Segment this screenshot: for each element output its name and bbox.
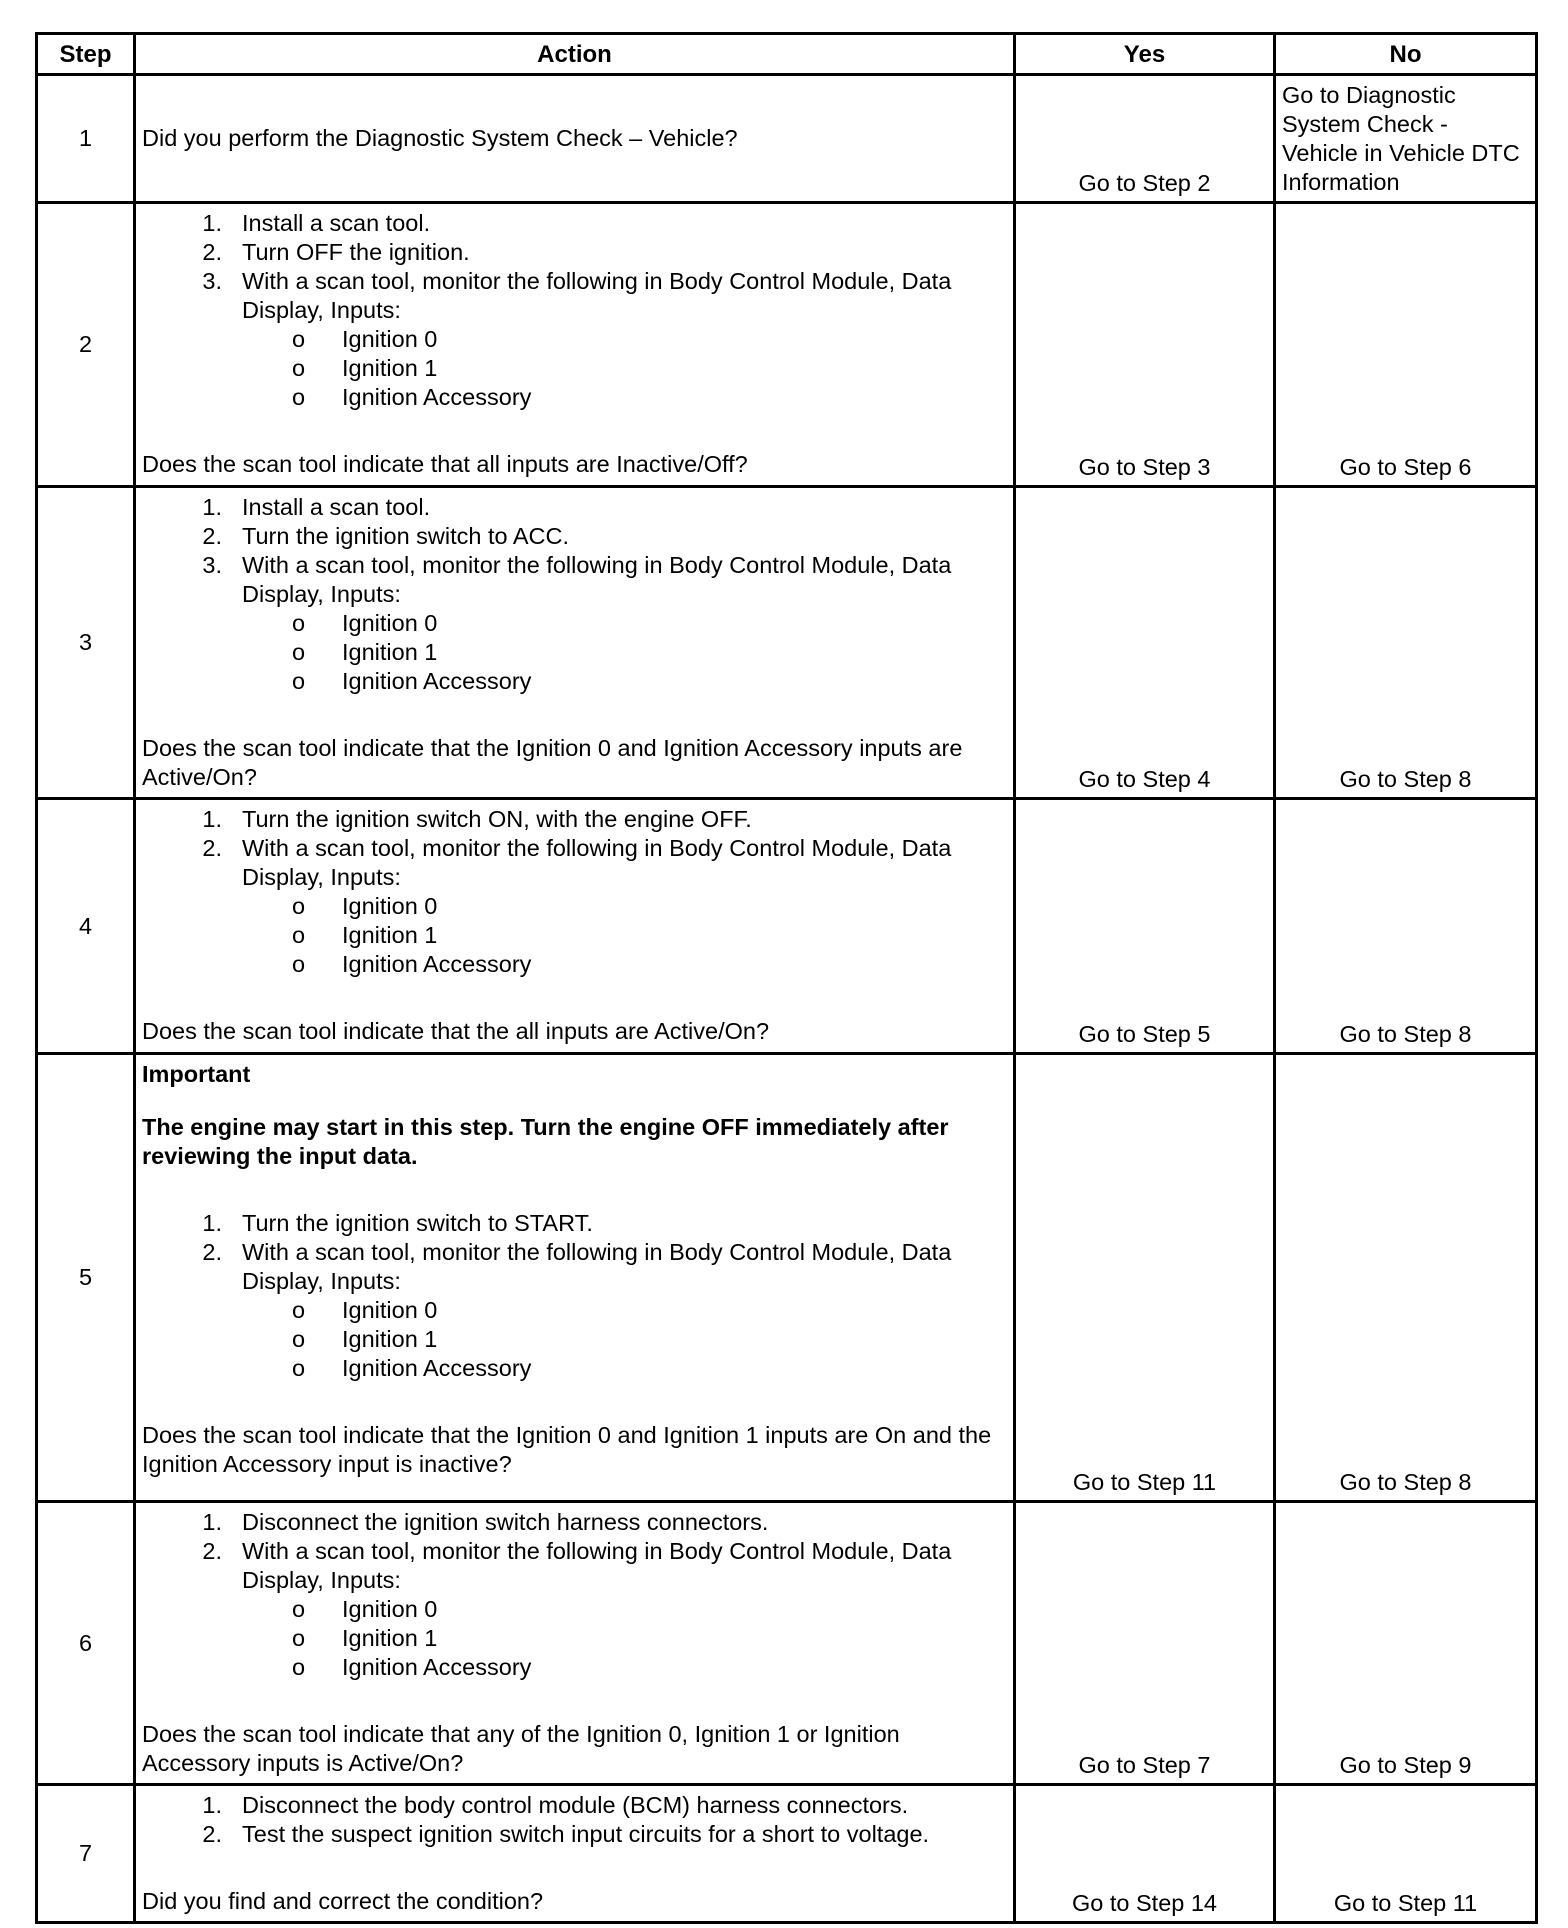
action-cell <box>135 203 1015 487</box>
spacer <box>142 696 1007 734</box>
important-label: Important <box>142 1061 251 1087</box>
bullet-icon: o <box>292 922 306 948</box>
instruction-text: Test the suspect ignition switch input circuits for a short to voltage. <box>242 1821 930 1847</box>
input-item <box>142 892 1007 921</box>
action-question: Did you perform the Diagnostic System Check – Vehicle? <box>135 75 1015 203</box>
input-item <box>142 1296 1007 1325</box>
instruction-text: With a scan tool, monitor the following in Body Control Module, Data Display, Inputs: <box>242 268 952 323</box>
instruction-text: Install a scan tool. <box>242 494 431 520</box>
yes-outcome: Go to Step 14 <box>1015 1785 1275 1923</box>
yes-outcome: Go to Step 2 <box>1015 75 1275 203</box>
action-cell <box>135 1785 1015 1923</box>
spacer <box>142 1089 1007 1113</box>
instruction-text: Disconnect the ignition switch harness connectors. <box>242 1509 769 1535</box>
instruction-number: 2. <box>202 523 222 549</box>
instruction-list <box>142 1508 1007 1682</box>
instruction-number: 3. <box>202 268 222 294</box>
spacer <box>142 1171 1007 1209</box>
no-outcome: Go to Step 9 <box>1275 1502 1537 1785</box>
input-list <box>142 1296 1007 1383</box>
instruction-item <box>142 1238 1007 1383</box>
input-label: Ignition Accessory <box>342 384 532 410</box>
input-item <box>142 325 1007 354</box>
input-item <box>142 609 1007 638</box>
no-outcome: Go to Step 8 <box>1275 487 1537 799</box>
spacer <box>142 1849 1007 1887</box>
input-item <box>142 1325 1007 1354</box>
input-label: Ignition 1 <box>342 1326 438 1352</box>
action-question: Does the scan tool indicate that any of the Ignition 0, Ignition 1 or Ignition Accessory inputs is Active/On? <box>142 1721 900 1776</box>
table-row <box>37 1502 1537 1785</box>
input-item <box>142 354 1007 383</box>
diagnostic-table <box>35 32 1538 1924</box>
step-number: 1 <box>37 75 135 203</box>
bullet-icon: o <box>292 1326 306 1352</box>
instruction-list <box>142 1209 1007 1383</box>
input-item <box>142 950 1007 979</box>
instruction-text: Disconnect the body control module (BCM) harness connectors. <box>242 1792 909 1818</box>
no-outcome: Go to Step 8 <box>1275 799 1537 1054</box>
header-row <box>37 34 1537 75</box>
input-list <box>142 1595 1007 1682</box>
input-label: Ignition Accessory <box>342 951 532 977</box>
yes-outcome: Go to Step 3 <box>1015 203 1275 487</box>
input-list <box>142 609 1007 696</box>
no-outcome: Go to Diagnostic System Check - Vehicle in Vehicle DTC Information <box>1275 75 1537 203</box>
instruction-item <box>142 238 1007 267</box>
spacer <box>142 979 1007 1017</box>
yes-outcome: Go to Step 7 <box>1015 1502 1275 1785</box>
instruction-text: Turn the ignition switch to START. <box>242 1210 593 1236</box>
header-action: Action <box>135 34 1015 75</box>
step-number: 2 <box>37 203 135 487</box>
input-label: Ignition 1 <box>342 922 438 948</box>
instruction-number: 2. <box>202 835 222 861</box>
bullet-icon: o <box>292 893 306 919</box>
yes-outcome: Go to Step 4 <box>1015 487 1275 799</box>
header-yes: Yes <box>1015 34 1275 75</box>
action-cell <box>135 1054 1015 1502</box>
step-number: 6 <box>37 1502 135 1785</box>
instruction-text: Turn the ignition switch to ACC. <box>242 523 569 549</box>
spacer <box>142 1383 1007 1421</box>
step-number: 7 <box>37 1785 135 1923</box>
spacer <box>142 1682 1007 1720</box>
header-no: No <box>1275 34 1537 75</box>
instruction-text: With a scan tool, monitor the following in Body Control Module, Data Display, Inputs: <box>242 835 952 890</box>
input-item <box>142 1595 1007 1624</box>
bullet-icon: o <box>292 326 306 352</box>
input-item <box>142 383 1007 412</box>
instruction-text: With a scan tool, monitor the following in Body Control Module, Data Display, Inputs: <box>242 1538 952 1593</box>
diagnostic-table-container <box>35 32 1535 1924</box>
no-outcome: Go to Step 11 <box>1275 1785 1537 1923</box>
action-question: Does the scan tool indicate that the all inputs are Active/On? <box>142 1018 770 1044</box>
input-item <box>142 1653 1007 1682</box>
instruction-item <box>142 267 1007 412</box>
input-list <box>142 892 1007 979</box>
instruction-item <box>142 1791 1007 1820</box>
input-item <box>142 667 1007 696</box>
instruction-number: 1. <box>202 1792 222 1818</box>
input-label: Ignition Accessory <box>342 1355 532 1381</box>
instruction-number: 2. <box>202 1538 222 1564</box>
bullet-icon: o <box>292 668 306 694</box>
instruction-number: 2. <box>202 1821 222 1847</box>
input-label: Ignition 0 <box>342 1596 438 1622</box>
instruction-number: 1. <box>202 1509 222 1535</box>
input-label: Ignition 0 <box>342 1297 438 1323</box>
table-row <box>37 799 1537 1054</box>
instruction-number: 1. <box>202 806 222 832</box>
instruction-text: Turn OFF the ignition. <box>242 239 470 265</box>
table-row <box>37 1785 1537 1923</box>
action-question: Did you find and correct the condition? <box>142 1888 544 1914</box>
step-number: 4 <box>37 799 135 1054</box>
instruction-number: 1. <box>202 1210 222 1236</box>
table-row <box>37 487 1537 799</box>
bullet-icon: o <box>292 951 306 977</box>
instruction-item <box>142 522 1007 551</box>
table-row <box>37 75 1537 203</box>
action-question: Does the scan tool indicate that the Ignition 0 and Ignition Accessory inputs are Active/On? <box>142 735 963 790</box>
input-label: Ignition 1 <box>342 1625 438 1651</box>
input-label: Ignition Accessory <box>342 1654 532 1680</box>
step-number: 3 <box>37 487 135 799</box>
instruction-list <box>142 1791 1007 1849</box>
instruction-text: With a scan tool, monitor the following in Body Control Module, Data Display, Inputs: <box>242 552 952 607</box>
instruction-text: Install a scan tool. <box>242 210 431 236</box>
action-question: Does the scan tool indicate that the Ignition 0 and Ignition 1 inputs are On and the Ignition Accessory input is inactive? <box>142 1422 992 1477</box>
input-item <box>142 638 1007 667</box>
bullet-icon: o <box>292 1625 306 1651</box>
instruction-list <box>142 209 1007 412</box>
yes-outcome: Go to Step 11 <box>1015 1054 1275 1502</box>
input-list <box>142 325 1007 412</box>
input-item <box>142 921 1007 950</box>
table-row <box>37 1054 1537 1502</box>
instruction-number: 1. <box>202 210 222 236</box>
action-cell <box>135 1502 1015 1785</box>
instruction-item <box>142 1508 1007 1537</box>
input-label: Ignition 1 <box>342 355 438 381</box>
instruction-item <box>142 805 1007 834</box>
instruction-number: 3. <box>202 552 222 578</box>
yes-outcome: Go to Step 5 <box>1015 799 1275 1054</box>
instruction-list <box>142 805 1007 979</box>
instruction-list <box>142 493 1007 696</box>
bullet-icon: o <box>292 1654 306 1680</box>
action-question: Does the scan tool indicate that all inputs are Inactive/Off? <box>142 451 748 477</box>
bullet-icon: o <box>292 1297 306 1323</box>
input-item <box>142 1354 1007 1383</box>
bullet-icon: o <box>292 1596 306 1622</box>
instruction-text: Turn the ignition switch ON, with the engine OFF. <box>242 806 752 832</box>
table-row <box>37 203 1537 487</box>
bullet-icon: o <box>292 384 306 410</box>
input-item <box>142 1624 1007 1653</box>
instruction-text: With a scan tool, monitor the following in Body Control Module, Data Display, Inputs: <box>242 1239 952 1294</box>
no-outcome: Go to Step 6 <box>1275 203 1537 487</box>
header-step: Step <box>37 34 135 75</box>
instruction-item <box>142 209 1007 238</box>
bullet-icon: o <box>292 1355 306 1381</box>
input-label: Ignition 0 <box>342 610 438 636</box>
important-note: The engine may start in this step. Turn the engine OFF immediately after reviewing the input data. <box>142 1114 949 1169</box>
instruction-item <box>142 1820 1007 1849</box>
bullet-icon: o <box>292 355 306 381</box>
instruction-item <box>142 1537 1007 1682</box>
action-cell <box>135 799 1015 1054</box>
instruction-item <box>142 1209 1007 1238</box>
input-label: Ignition 0 <box>342 893 438 919</box>
instruction-item <box>142 834 1007 979</box>
instruction-item <box>142 551 1007 696</box>
instruction-number: 2. <box>202 1239 222 1265</box>
step-number: 5 <box>37 1054 135 1502</box>
input-label: Ignition 0 <box>342 326 438 352</box>
no-outcome: Go to Step 8 <box>1275 1054 1537 1502</box>
input-label: Ignition Accessory <box>342 668 532 694</box>
input-label: Ignition 1 <box>342 639 438 665</box>
bullet-icon: o <box>292 610 306 636</box>
instruction-number: 2. <box>202 239 222 265</box>
bullet-icon: o <box>292 639 306 665</box>
action-cell <box>135 487 1015 799</box>
instruction-number: 1. <box>202 494 222 520</box>
spacer <box>142 412 1007 450</box>
instruction-item <box>142 493 1007 522</box>
